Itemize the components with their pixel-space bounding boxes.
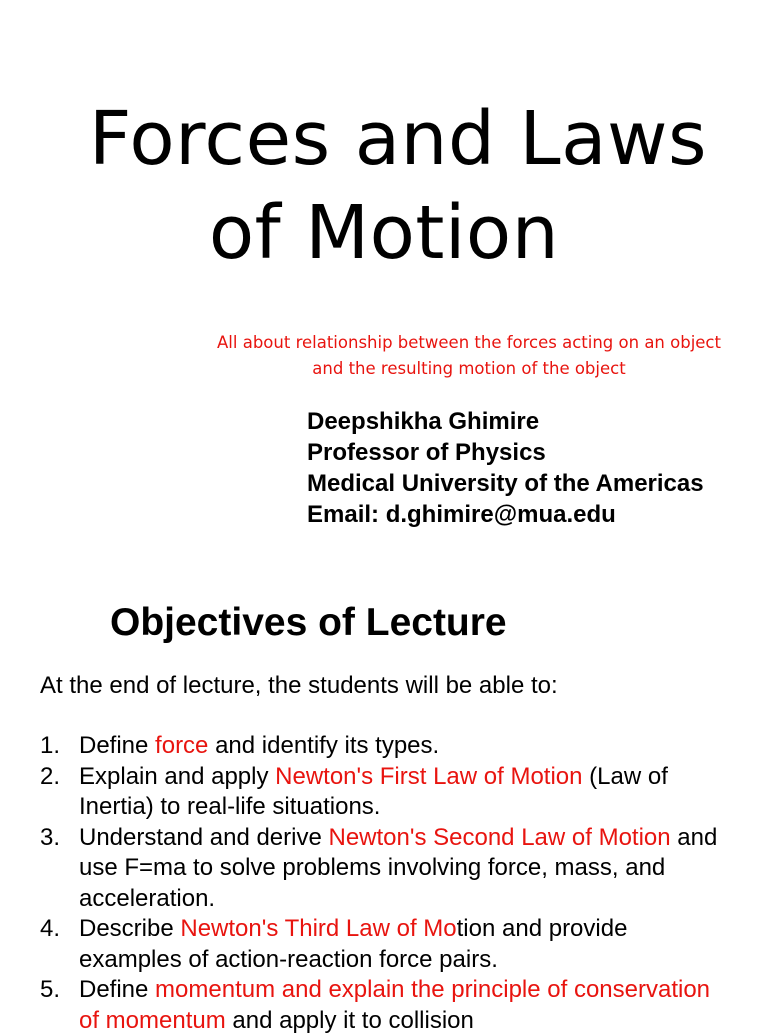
objective-text: Explain and apply: [79, 762, 276, 790]
objective-key-term: Newton's First Law of Motion: [275, 762, 583, 790]
objective-text: and identify its types.: [208, 732, 440, 759]
objective-item: [40, 731, 730, 762]
objective-key-term: Newton's Second Law of Motion: [328, 823, 671, 851]
objective-text: and apply it to collision: [225, 1006, 474, 1034]
slide-title-line-1: Forces and Laws: [88, 96, 708, 182]
author-name: Deepshikha Ghimire: [307, 408, 540, 435]
objective-item: [40, 975, 730, 1036]
objective-text: Define: [79, 976, 156, 1003]
author-institution: Medical University of the Americas: [307, 470, 704, 497]
objective-number: 2.: [40, 762, 61, 790]
objectives-intro: At the end of lecture, the students will be able to:: [40, 672, 558, 699]
objective-text: Describe: [79, 915, 181, 942]
slide-subtitle: [200, 330, 738, 382]
objective-text: and use F=ma to solve problems involving force, mass, and acceleration.: [79, 823, 718, 912]
objective-key-term: Newton's Third Law of Mo: [180, 915, 457, 942]
objective-item: [40, 823, 730, 915]
slide-subtitle-line-2: and the resulting motion of the object: [312, 359, 626, 378]
objective-number: 3.: [40, 823, 61, 851]
author-email: Email: d.ghimire@mua.edu: [307, 501, 616, 528]
objective-item: [40, 762, 730, 823]
objective-number: 5.: [40, 976, 61, 1003]
author-block: [307, 406, 704, 530]
objective-item: [40, 914, 730, 975]
slide-title: [0, 92, 768, 280]
objectives-list: [40, 731, 730, 1036]
objective-key-term: momentum and explain the principle of conservation of momentum: [79, 976, 711, 1034]
objective-key-term: force: [155, 732, 209, 759]
objective-number: 1.: [40, 732, 61, 759]
objective-text: Understand and derive: [79, 823, 329, 851]
author-position: Professor of Physics: [307, 439, 546, 466]
objective-text: Define: [79, 732, 156, 759]
objective-text: (Law of Inertia) to real-life situations.: [79, 762, 668, 820]
objective-text: tion and provide examples of action-reaction force pairs.: [79, 915, 628, 973]
slide-subtitle-line-1: All about relationship between the forces acting on an object: [217, 333, 721, 352]
objective-number: 4.: [40, 915, 61, 942]
objectives-heading: Objectives of Lecture: [110, 601, 507, 644]
slide-title-line-2: of Motion: [208, 190, 560, 276]
